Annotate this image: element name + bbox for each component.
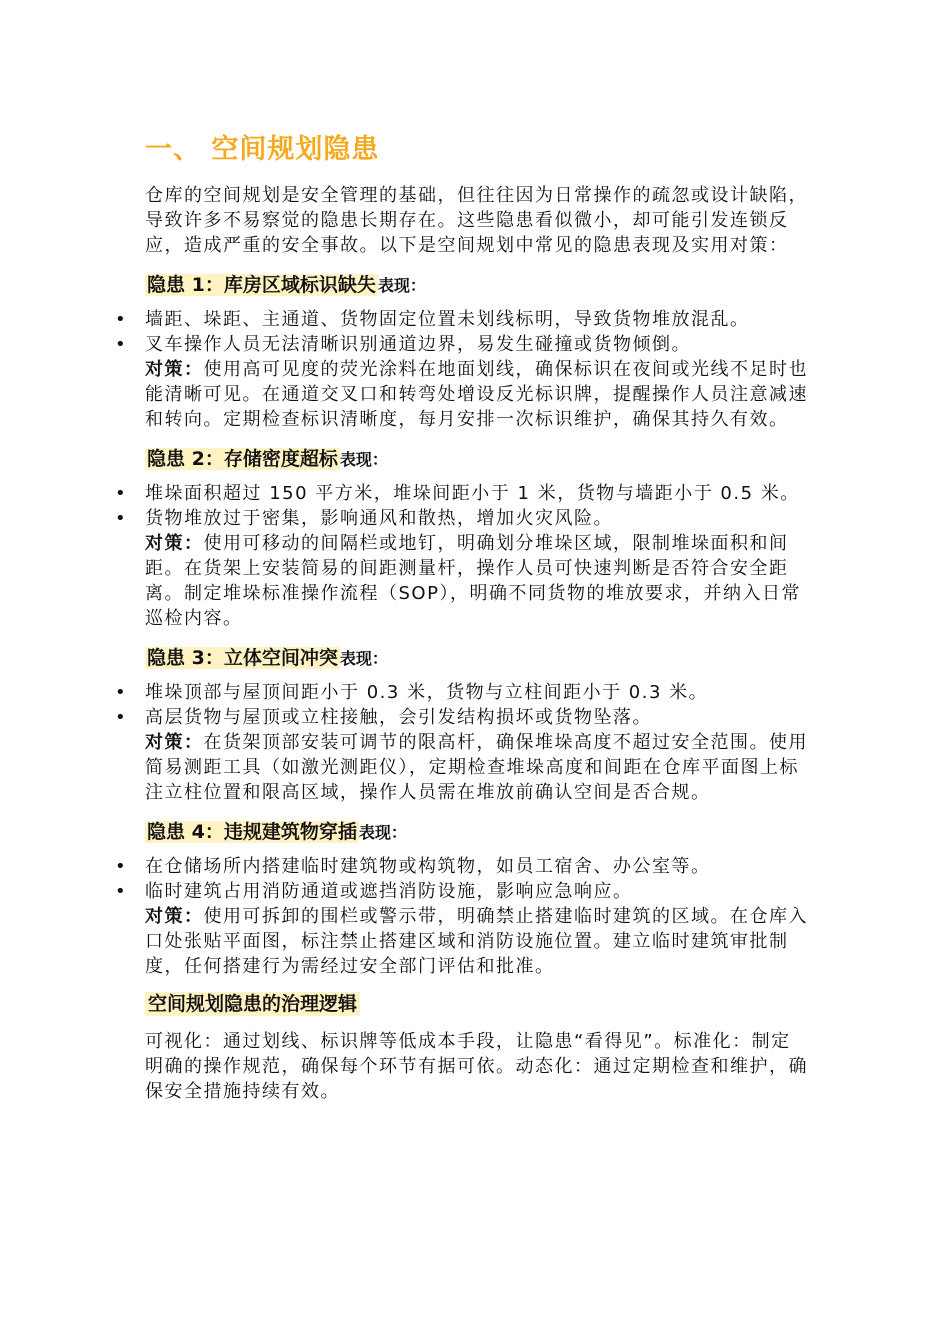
- hazard-heading: [145, 645, 808, 672]
- countermeasure: [145, 904, 808, 979]
- hazard-title-suffix: 表现：: [377, 276, 426, 295]
- list-item: [115, 307, 808, 332]
- countermeasure-label: 对策：: [145, 906, 204, 927]
- hazard-bullet-list: [115, 854, 808, 904]
- list-item-text: 堆垛面积超过 150 平方米，堆垛间距小于 1 米，货物与墙距小于 0.5 米。: [145, 483, 800, 504]
- intro-paragraph: 仓库的空间规划是安全管理的基础，但往往因为日常操作的疏忽或设计缺陷，导致许多不易察觉的隐患长期存在。这些隐患看似微小，却可能引发连锁反应，造成严重的安全事故。以下是空间规划中常见的隐患表现及实用对策：: [145, 185, 808, 256]
- hazard-title-suffix: 表现：: [339, 649, 388, 668]
- countermeasure-text: 使用可移动的间隔栏或地钉，明确划分堆垛区域，限制堆垛面积和间距。在货架上安装简易的间距测量杆，操作人员可快速判断是否符合安全距离。制定堆垛标准操作流程（SOP），明确不同货物的堆放要求，并纳入日常巡检内容。: [145, 533, 801, 629]
- list-item-text: 货物堆放过于密集，影响通风和散热，增加火灾风险。: [145, 508, 613, 529]
- hazard-block-2: [115, 446, 808, 631]
- list-item-text: 墙距、垛距、主通道、货物固定位置未划线标明，导致货物堆放混乱。: [145, 309, 750, 330]
- hazard-title: 隐患 2：存储密度超标: [147, 448, 338, 470]
- bullet-icon: •: [115, 682, 128, 703]
- list-item-text: 堆垛顶部与屋顶间距小于 0.3 米，货物与立柱间距小于 0.3 米。: [145, 682, 709, 703]
- list-item: [115, 705, 808, 730]
- hazard-heading: [145, 819, 808, 846]
- countermeasure-text: 使用高可见度的荧光涂料在地面划线，确保标识在夜间或光线不足时也能清晰可见。在通道交叉口和转弯处增设反光标识牌，提醒操作人员注意减速和转向。定期检查标识清晰度，每月安排一次标识维护，确保其持久有效。: [145, 359, 808, 430]
- list-item-text: 临时建筑占用消防通道或遮挡消防设施，影响应急响应。: [145, 881, 633, 902]
- list-item-text: 高层货物与屋顶或立柱接触，会引发结构损坏或货物坠落。: [145, 707, 652, 728]
- hazard-block-1: [115, 272, 808, 432]
- logic-heading: [145, 989, 808, 1019]
- hazard-title: 隐患 4：违规建筑物穿插: [147, 821, 357, 843]
- list-item: [115, 506, 808, 531]
- bullet-icon: •: [115, 334, 128, 355]
- hazard-heading: [145, 272, 808, 299]
- hazard-block-4: [115, 819, 808, 979]
- hazard-bullet-list: [115, 481, 808, 531]
- bullet-icon: •: [115, 856, 128, 877]
- bullet-icon: •: [115, 508, 128, 529]
- bullet-icon: •: [115, 309, 128, 330]
- hazard-heading: [145, 446, 808, 473]
- hazard-bullet-list: [115, 680, 808, 730]
- hazard-title: 隐患 1：库房区域标识缺失: [147, 274, 376, 296]
- countermeasure: [145, 531, 808, 631]
- section-title: 一、 空间规划隐患: [145, 134, 380, 165]
- countermeasure-label: 对策：: [145, 533, 204, 554]
- countermeasure: [145, 730, 808, 805]
- list-item: [115, 879, 808, 904]
- hazard-title: 隐患 3：立体空间冲突: [147, 647, 338, 669]
- list-item-text: 叉车操作人员无法清晰识别通道边界，易发生碰撞或货物倾倒。: [145, 334, 691, 355]
- list-item: [115, 854, 808, 879]
- hazard-title-suffix: 表现：: [339, 450, 388, 469]
- hazard-bullet-list: [115, 307, 808, 357]
- bullet-icon: •: [115, 881, 128, 902]
- countermeasure: [145, 357, 808, 432]
- bullet-icon: •: [115, 707, 128, 728]
- countermeasure-text: 在货架顶部安装可调节的限高杆，确保堆垛高度不超过安全范围。使用简易测距工具（如激光测距仪），定期检查堆垛高度和间距在仓库平面图上标注立柱位置和限高区域，操作人员需在堆放前确认空间是否合规。: [145, 732, 808, 803]
- hazard-title-suffix: 表现：: [358, 823, 407, 842]
- countermeasure-label: 对策：: [145, 732, 204, 753]
- countermeasure-text: 使用可拆卸的围栏或警示带，明确禁止搭建临时建筑的区域。在仓库入口处张贴平面图，标注禁止搭建区域和消防设施位置。建立临时建筑审批制度，任何搭建行为需经过安全部门评估和批准。: [145, 906, 808, 977]
- countermeasure-label: 对策：: [145, 359, 204, 380]
- logic-title: 空间规划隐患的治理逻辑: [145, 992, 360, 1016]
- list-item-text: 在仓储场所内搭建临时建筑物或构筑物，如员工宿舍、办公室等。: [145, 856, 711, 877]
- bullet-icon: •: [115, 483, 128, 504]
- list-item: [115, 332, 808, 357]
- list-item: [115, 680, 808, 705]
- list-item: [115, 481, 808, 506]
- hazard-block-3: [115, 645, 808, 805]
- logic-paragraph: 可视化：通过划线、标识牌等低成本手段，让隐患“看得见”。标准化：制定明确的操作规范，确保每个环节有据可依。动态化：通过定期检查和维护，确保安全措施持续有效。: [145, 1031, 808, 1102]
